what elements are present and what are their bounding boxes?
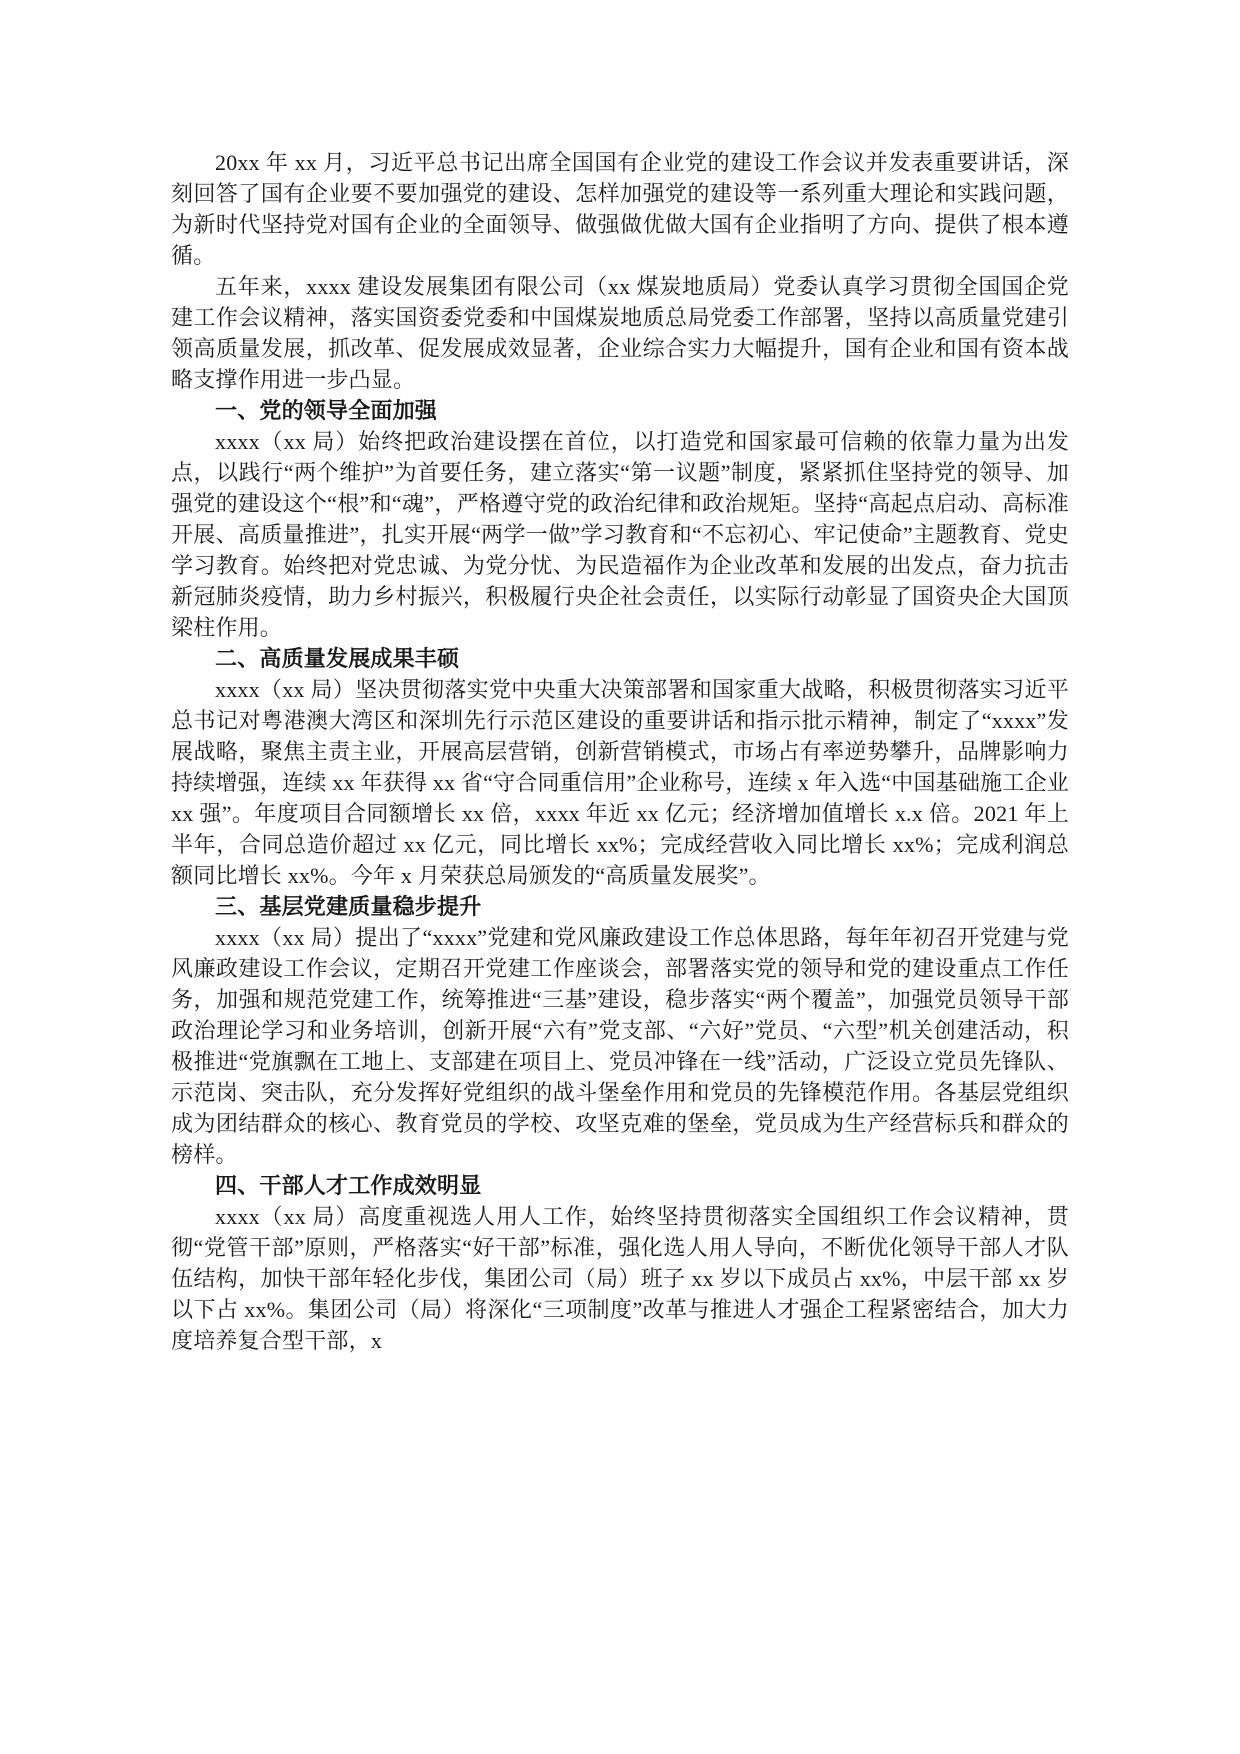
section-heading-1: 一、党的领导全面加强 bbox=[215, 398, 438, 423]
paragraph-overview: 五年来，xxxx 建设发展集团有限公司（xx 煤炭地质局）党委认真学习贯彻全国国企党建工作会议精神，落实国资委党委和中国煤炭地质总局党委工作部署，坚持以高质量党建引领高质量发展，抓改革、促发展成效显著，企业综合实力大幅提升，国有企业和国有资本战略支撑作用进一步凸显。 bbox=[171, 274, 1069, 392]
paragraph-section-1: xxxx（xx 局）始终把政治建设摆在首位，以打造党和国家最可信赖的依靠力量为出发点，以践行“两个维护”为首要任务，建立落实“第一议题”制度，紧紧抓住坚持党的领导、加强党的建设这个“根”和“魂”，严格遵守党的政治纪律和政治规矩。坚持“高起点启动、高标准开展、高质量推进”，扎实开展“两学一做”学习教育和“不忘初心、牢记使命”主题教育、党史学习教育。始终把对党忠诚、为党分忧、为民造福作为企业改革和发展的出发点，奋力抗击新冠肺炎疫情，助力乡村振兴，积极履行央企社会责任，以实际行动彰显了国资央企大国顶梁柱作用。 bbox=[171, 429, 1069, 640]
paragraph-section-2: xxxx（xx 局）坚决贯彻落实党中央重大决策部署和国家重大战略，积极贯彻落实习近平总书记对粤港澳大湾区和深圳先行示范区建设的重要讲话和指示批示精神，制定了“xxxx”发展战略，聚焦主责主业，开展高层营销，创新营销模式，市场占有率逆势攀升，品牌影响力持续增强，连续 xx 年获得 xx 省“守合同重信用”企业称号，连续 x 年入选“中国基础施工企业 xx 强”。年度项目合同额增长 xx 倍，xxxx 年近 xx 亿元；经济增加值增长 x.x 倍。2021 年上半年，合同总造价超过 xx 亿元，同比增长 xx%；完成经营收入同比增长 xx%；完成利润总额同比增长 xx%。今年 x 月荣获总局颁发的“高质量发展奖”。 bbox=[171, 677, 1069, 888]
section-heading-3: 三、基层党建质量稳步提升 bbox=[215, 894, 482, 919]
section-heading-4: 四、干部人才工作成效明显 bbox=[215, 1173, 482, 1198]
paragraph-section-3: xxxx（xx 局）提出了“xxxx”党建和党风廉政建设工作总体思路，每年年初召开党建与党风廉政建设工作会议，定期召开党建工作座谈会，部署落实党的领导和党的建设重点工作任务，加强和规范党建工作，统筹推进“三基”建设，稳步落实“两个覆盖”，加强党员领导干部政治理论学习和业务培训，创新开展“六有”党支部、“六好”党员、“六型”机关创建活动，积极推进“党旗飘在工地上、支部建在项目上、党员冲锋在一线”活动，广泛设立党员先锋队、示范岗、突击队，充分发挥好党组织的战斗堡垒作用和党员的先锋模范作用。各基层党组织成为团结群众的核心、教育党员的学校、攻坚克难的堡垒，党员成为生产经营标兵和群众的榜样。 bbox=[171, 925, 1069, 1167]
section-heading-2: 二、高质量发展成果丰硕 bbox=[215, 646, 460, 671]
paragraph-intro: 20xx 年 xx 月，习近平总书记出席全国国有企业党的建设工作会议并发表重要讲话，深刻回答了国有企业要不要加强党的建设、怎样加强党的建设等一系列重大理论和实践问题，为新时代坚持党对国有企业的全面领导、做强做优做大国有企业指明了方向、提供了根本遵循。 bbox=[171, 150, 1069, 268]
paragraph-section-4: xxxx（xx 局）高度重视选人用人工作，始终坚持贯彻落实全国组织工作会议精神，贯彻“党管干部”原则，严格落实“好干部”标准，强化选人用人导向，不断优化领导干部人才队伍结构，加快干部年轻化步伐，集团公司（局）班子 xx 岁以下成员占 xx%，中层干部 xx 岁以下占 xx%。集团公司（局）将深化“三项制度”改革与推进人才强企工程紧密结合，加大力度培养复合型干部，x bbox=[171, 1204, 1069, 1353]
